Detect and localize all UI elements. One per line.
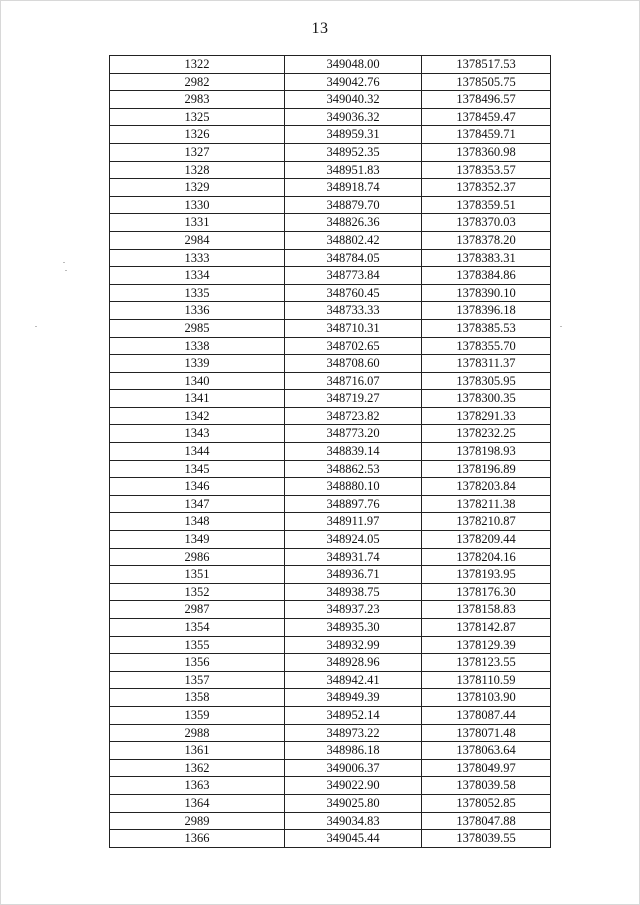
point-number-cell: 1355 <box>110 636 285 654</box>
table-row <box>110 742 551 760</box>
point-number-cell: 1325 <box>110 108 285 126</box>
y-coordinate-cell: 1378360.98 <box>422 143 551 161</box>
y-coordinate-cell: 1378353.57 <box>422 161 551 179</box>
table-row <box>110 689 551 707</box>
y-coordinate-cell: 1378123.55 <box>422 654 551 672</box>
x-coordinate-cell: 349006.37 <box>285 759 422 777</box>
table-row <box>110 531 551 549</box>
x-coordinate-cell: 348897.76 <box>285 495 422 513</box>
table-row <box>110 284 551 302</box>
x-coordinate-cell: 348951.83 <box>285 161 422 179</box>
y-coordinate-cell: 1378198.93 <box>422 443 551 461</box>
table-row <box>110 108 551 126</box>
x-coordinate-cell: 348937.23 <box>285 601 422 619</box>
y-coordinate-cell: 1378211.38 <box>422 495 551 513</box>
y-coordinate-cell: 1378359.51 <box>422 196 551 214</box>
y-coordinate-cell: 1378176.30 <box>422 583 551 601</box>
point-number-cell: 1330 <box>110 196 285 214</box>
point-number-cell: 1348 <box>110 513 285 531</box>
y-coordinate-cell: 1378142.87 <box>422 619 551 637</box>
point-number-cell: 1339 <box>110 355 285 373</box>
x-coordinate-cell: 348862.53 <box>285 460 422 478</box>
table-row <box>110 619 551 637</box>
y-coordinate-cell: 1378087.44 <box>422 706 551 724</box>
x-coordinate-cell: 349034.83 <box>285 812 422 830</box>
point-number-cell: 1356 <box>110 654 285 672</box>
table-row <box>110 337 551 355</box>
x-coordinate-cell: 348708.60 <box>285 355 422 373</box>
point-number-cell: 1326 <box>110 126 285 144</box>
table-row <box>110 390 551 408</box>
y-coordinate-cell: 1378039.58 <box>422 777 551 795</box>
x-coordinate-cell: 348959.31 <box>285 126 422 144</box>
table-row <box>110 671 551 689</box>
x-coordinate-cell: 349040.32 <box>285 91 422 109</box>
point-number-cell: 1336 <box>110 302 285 320</box>
point-number-cell: 1362 <box>110 759 285 777</box>
point-number-cell: 1334 <box>110 267 285 285</box>
table-row <box>110 249 551 267</box>
coordinates-table <box>109 55 551 848</box>
point-number-cell: 1333 <box>110 249 285 267</box>
table-row <box>110 706 551 724</box>
x-coordinate-cell: 348911.97 <box>285 513 422 531</box>
scan-speck <box>35 326 37 327</box>
table-row <box>110 759 551 777</box>
point-number-cell: 2989 <box>110 812 285 830</box>
table-row <box>110 777 551 795</box>
y-coordinate-cell: 1378385.53 <box>422 319 551 337</box>
point-number-cell: 1366 <box>110 830 285 848</box>
table-row <box>110 302 551 320</box>
x-coordinate-cell: 348932.99 <box>285 636 422 654</box>
y-coordinate-cell: 1378496.57 <box>422 91 551 109</box>
point-number-cell: 1364 <box>110 794 285 812</box>
coordinates-table-body <box>110 56 551 848</box>
x-coordinate-cell: 348802.42 <box>285 231 422 249</box>
table-row <box>110 812 551 830</box>
x-coordinate-cell: 348710.31 <box>285 319 422 337</box>
table-row <box>110 601 551 619</box>
x-coordinate-cell: 349036.32 <box>285 108 422 126</box>
table-row <box>110 372 551 390</box>
x-coordinate-cell: 348973.22 <box>285 724 422 742</box>
table-row <box>110 724 551 742</box>
table-row <box>110 495 551 513</box>
point-number-cell: 1329 <box>110 179 285 197</box>
point-number-cell: 1331 <box>110 214 285 232</box>
table-row <box>110 425 551 443</box>
point-number-cell: 1358 <box>110 689 285 707</box>
y-coordinate-cell: 1378352.37 <box>422 179 551 197</box>
point-number-cell: 1345 <box>110 460 285 478</box>
y-coordinate-cell: 1378049.97 <box>422 759 551 777</box>
table-row <box>110 179 551 197</box>
x-coordinate-cell: 349048.00 <box>285 56 422 74</box>
x-coordinate-cell: 348702.65 <box>285 337 422 355</box>
y-coordinate-cell: 1378505.75 <box>422 73 551 91</box>
x-coordinate-cell: 348719.27 <box>285 390 422 408</box>
y-coordinate-cell: 1378203.84 <box>422 478 551 496</box>
table-row <box>110 196 551 214</box>
point-number-cell: 1338 <box>110 337 285 355</box>
point-number-cell: 1349 <box>110 531 285 549</box>
x-coordinate-cell: 348880.10 <box>285 478 422 496</box>
x-coordinate-cell: 348839.14 <box>285 443 422 461</box>
y-coordinate-cell: 1378384.86 <box>422 267 551 285</box>
y-coordinate-cell: 1378103.90 <box>422 689 551 707</box>
point-number-cell: 2987 <box>110 601 285 619</box>
point-number-cell: 1347 <box>110 495 285 513</box>
x-coordinate-cell: 348924.05 <box>285 531 422 549</box>
y-coordinate-cell: 1378047.88 <box>422 812 551 830</box>
x-coordinate-cell: 348784.05 <box>285 249 422 267</box>
x-coordinate-cell: 348918.74 <box>285 179 422 197</box>
x-coordinate-cell: 348931.74 <box>285 548 422 566</box>
x-coordinate-cell: 348826.36 <box>285 214 422 232</box>
table-row <box>110 73 551 91</box>
y-coordinate-cell: 1378193.95 <box>422 566 551 584</box>
table-row <box>110 548 551 566</box>
x-coordinate-cell: 348760.45 <box>285 284 422 302</box>
point-number-cell: 2983 <box>110 91 285 109</box>
table-row <box>110 355 551 373</box>
table-row <box>110 566 551 584</box>
y-coordinate-cell: 1378232.25 <box>422 425 551 443</box>
table-row <box>110 654 551 672</box>
y-coordinate-cell: 1378396.18 <box>422 302 551 320</box>
point-number-cell: 2984 <box>110 231 285 249</box>
table-row <box>110 214 551 232</box>
table-row <box>110 513 551 531</box>
table-row <box>110 460 551 478</box>
point-number-cell: 1351 <box>110 566 285 584</box>
y-coordinate-cell: 1378291.33 <box>422 407 551 425</box>
point-number-cell: 1346 <box>110 478 285 496</box>
y-coordinate-cell: 1378517.53 <box>422 56 551 74</box>
y-coordinate-cell: 1378459.47 <box>422 108 551 126</box>
table-row <box>110 231 551 249</box>
point-number-cell: 2985 <box>110 319 285 337</box>
point-number-cell: 1354 <box>110 619 285 637</box>
x-coordinate-cell: 348879.70 <box>285 196 422 214</box>
table-row <box>110 91 551 109</box>
y-coordinate-cell: 1378204.16 <box>422 548 551 566</box>
table-row <box>110 161 551 179</box>
point-number-cell: 1357 <box>110 671 285 689</box>
point-number-cell: 1328 <box>110 161 285 179</box>
x-coordinate-cell: 348928.96 <box>285 654 422 672</box>
point-number-cell: 1344 <box>110 443 285 461</box>
y-coordinate-cell: 1378370.03 <box>422 214 551 232</box>
point-number-cell: 1327 <box>110 143 285 161</box>
x-coordinate-cell: 348986.18 <box>285 742 422 760</box>
y-coordinate-cell: 1378158.83 <box>422 601 551 619</box>
table-row <box>110 407 551 425</box>
x-coordinate-cell: 348952.14 <box>285 706 422 724</box>
point-number-cell: 1342 <box>110 407 285 425</box>
y-coordinate-cell: 1378300.35 <box>422 390 551 408</box>
x-coordinate-cell: 348773.20 <box>285 425 422 443</box>
y-coordinate-cell: 1378383.31 <box>422 249 551 267</box>
x-coordinate-cell: 348942.41 <box>285 671 422 689</box>
table-row <box>110 267 551 285</box>
point-number-cell: 1341 <box>110 390 285 408</box>
point-number-cell: 2988 <box>110 724 285 742</box>
y-coordinate-cell: 1378039.55 <box>422 830 551 848</box>
x-coordinate-cell: 348773.84 <box>285 267 422 285</box>
y-coordinate-cell: 1378196.89 <box>422 460 551 478</box>
table-row <box>110 56 551 74</box>
point-number-cell: 1322 <box>110 56 285 74</box>
y-coordinate-cell: 1378390.10 <box>422 284 551 302</box>
table-row <box>110 830 551 848</box>
table-row <box>110 443 551 461</box>
scan-speck <box>65 270 67 271</box>
x-coordinate-cell: 348733.33 <box>285 302 422 320</box>
y-coordinate-cell: 1378355.70 <box>422 337 551 355</box>
x-coordinate-cell: 349022.90 <box>285 777 422 795</box>
point-number-cell: 1343 <box>110 425 285 443</box>
table-row <box>110 583 551 601</box>
y-coordinate-cell: 1378378.20 <box>422 231 551 249</box>
x-coordinate-cell: 348936.71 <box>285 566 422 584</box>
x-coordinate-cell: 348716.07 <box>285 372 422 390</box>
x-coordinate-cell: 348723.82 <box>285 407 422 425</box>
table-row <box>110 794 551 812</box>
table-row <box>110 126 551 144</box>
table-row <box>110 319 551 337</box>
page-number: 13 <box>311 20 329 37</box>
x-coordinate-cell: 348952.35 <box>285 143 422 161</box>
y-coordinate-cell: 1378311.37 <box>422 355 551 373</box>
point-number-cell: 1363 <box>110 777 285 795</box>
point-number-cell: 1340 <box>110 372 285 390</box>
table-row <box>110 636 551 654</box>
x-coordinate-cell: 348949.39 <box>285 689 422 707</box>
point-number-cell: 1352 <box>110 583 285 601</box>
y-coordinate-cell: 1378052.85 <box>422 794 551 812</box>
table-row <box>110 478 551 496</box>
scan-speck <box>63 262 65 263</box>
point-number-cell: 2982 <box>110 73 285 91</box>
point-number-cell: 1361 <box>110 742 285 760</box>
x-coordinate-cell: 349025.80 <box>285 794 422 812</box>
y-coordinate-cell: 1378071.48 <box>422 724 551 742</box>
y-coordinate-cell: 1378305.95 <box>422 372 551 390</box>
y-coordinate-cell: 1378459.71 <box>422 126 551 144</box>
y-coordinate-cell: 1378129.39 <box>422 636 551 654</box>
scan-speck <box>560 326 562 327</box>
x-coordinate-cell: 349045.44 <box>285 830 422 848</box>
x-coordinate-cell: 348935.30 <box>285 619 422 637</box>
table-row <box>110 143 551 161</box>
y-coordinate-cell: 1378110.59 <box>422 671 551 689</box>
y-coordinate-cell: 1378063.64 <box>422 742 551 760</box>
point-number-cell: 1335 <box>110 284 285 302</box>
x-coordinate-cell: 349042.76 <box>285 73 422 91</box>
y-coordinate-cell: 1378209.44 <box>422 531 551 549</box>
point-number-cell: 2986 <box>110 548 285 566</box>
y-coordinate-cell: 1378210.87 <box>422 513 551 531</box>
point-number-cell: 1359 <box>110 706 285 724</box>
x-coordinate-cell: 348938.75 <box>285 583 422 601</box>
